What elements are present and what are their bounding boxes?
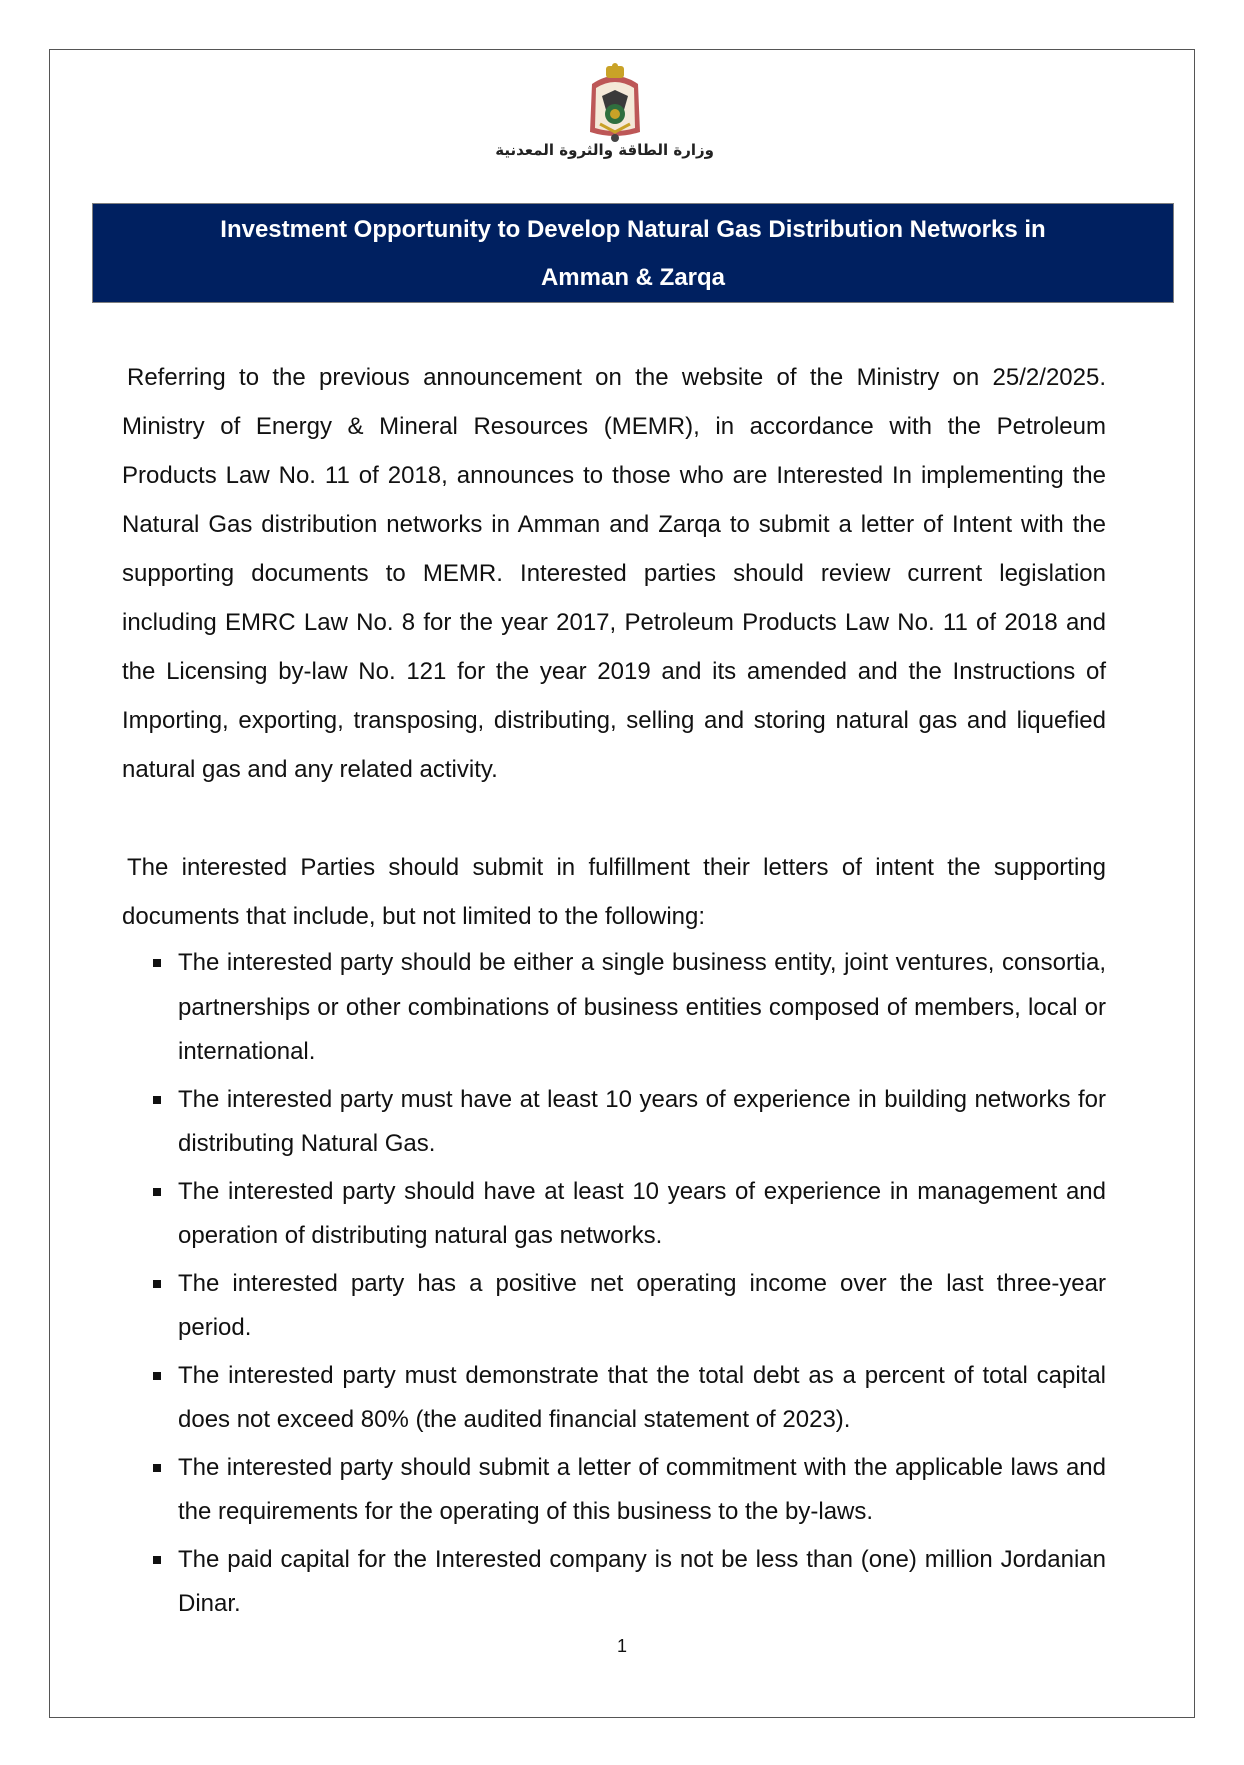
page-number: 1 (616, 1636, 627, 1656)
square-bullet-icon (153, 1280, 161, 1288)
intro-paragraph (122, 353, 1106, 794)
documents-paragraph (122, 843, 1106, 941)
square-bullet-icon (153, 1188, 161, 1196)
list-item: The paid capital for the Interested company is not be less than (one) million Jordanian Dinar. (150, 1538, 1106, 1627)
list-item: The interested party should have at least 10 years of experience in management and operation of distributing natural gas networks. (150, 1170, 1106, 1259)
documents-paragraph-text: The interested Parties should submit in fulfillment their letters of intent the supporting documents that include, but not limited to the following: (122, 854, 1106, 930)
list-item: The interested party must have at least 10 years of experience in building networks for distributing Natural Gas. (150, 1078, 1106, 1167)
square-bullet-icon (153, 1556, 161, 1564)
square-bullet-icon (153, 1096, 161, 1104)
list-item: The interested party should submit a letter of commitment with the applicable laws and the requirements for the operating of this business to the by-laws. (150, 1446, 1106, 1535)
square-bullet-icon (153, 1372, 161, 1380)
ministry-name-arabic: وزارة الطاقة والثروة المعدنية (495, 141, 714, 159)
page-title-line1: Investment Opportunity to Develop Natural Gas Distribution Networks in (220, 216, 1046, 243)
requirements-list (150, 941, 1106, 1630)
square-bullet-icon (153, 959, 161, 967)
list-item: The interested party should be either a single business entity, joint ventures, consortia, partnerships or other combinations of business entities composed of members, local or international. (150, 941, 1106, 1075)
list-item: The interested party has a positive net operating income over the last three-year period. (150, 1262, 1106, 1351)
page-title-line2: Amman & Zarqa (540, 264, 726, 291)
intro-paragraph-text: Referring to the previous announcement on the website of the Ministry on 25/2/2025. Ministry of Energy & Mineral Resources (MEMR), in accordance with the Petroleum Products Law No. 11 of 2018, announces to those who are Interested In implementing the Natural Gas distribution networks in Amman and Zarqa to submit a letter of Intent with the supporting documents to MEMR. Interested parties should review current legislation including EMRC Law No. 8 for the year 2017, Petroleum Products Law No. 11 of 2018 and the Licensing by-law No. 121 for the year 2019 and its amended and the Instructions of Importing, exporting, transposing, distributing, selling and storing natural gas and liquefied natural gas and any related activity. (122, 364, 1106, 783)
square-bullet-icon (153, 1464, 161, 1472)
jordan-coat-of-arms-emblem (582, 62, 648, 144)
title-banner (92, 203, 1174, 303)
list-item: The interested party must demonstrate that the total debt as a percent of total capital does not exceed 80% (the audited financial statement of 2023). (150, 1354, 1106, 1443)
